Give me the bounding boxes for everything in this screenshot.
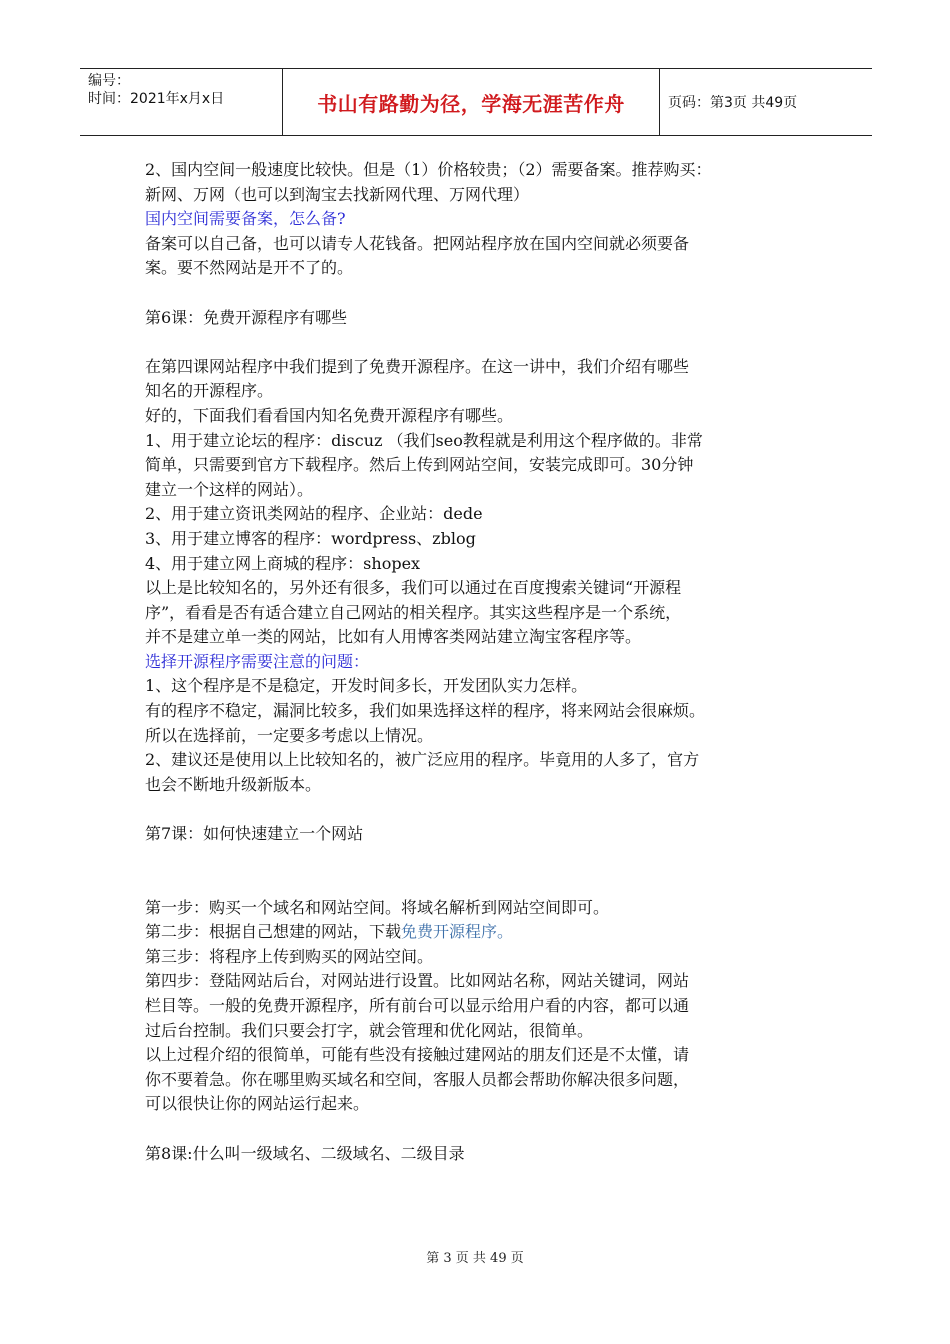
- paragraph-line: 好的，下面我们看看国内知名免费开源程序有哪些。: [145, 405, 514, 425]
- paragraph-line: 有的程序不稳定，漏洞比较多，我们如果选择这样的程序，将来网站会很麻烦。: [145, 701, 706, 721]
- question-heading: 选择开源程序需要注意的问题：: [145, 651, 370, 671]
- paragraph-line: 过后台控制。我们只要会打字，就会管理和优化网站，很简单。: [145, 1020, 594, 1040]
- paragraph-line: 备案可以自己备，也可以请专人花钱备。把网站程序放在国内空间就必须要备: [145, 233, 690, 253]
- header-page-info: 页码：第3页 共49页: [668, 95, 798, 111]
- paragraph-line: 3、用于建立博客的程序：wordpress、zblog: [145, 528, 476, 548]
- spacer: [145, 847, 810, 896]
- paragraph-line: 栏目等。一般的免费开源程序，所有前台可以显示给用户看的内容，都可以通: [145, 996, 690, 1015]
- paragraph-line: 案。要不然网站是开不了的。: [145, 258, 354, 278]
- paragraph-line: 并不是建立单一类的网站，比如有人用博客类网站建立淘宝客程序等。: [145, 627, 642, 647]
- paragraph-line: 第四步：登陆网站后台，对网站进行设置。比如网站名称，网站关键词，网站: [145, 971, 690, 991]
- paragraph-line: [145, 920, 810, 945]
- question-heading: 国内空间需要备案，怎么备?: [145, 209, 346, 229]
- paragraph-line: 第一步：购买一个域名和网站空间。将域名解析到网站空间即可。: [145, 897, 610, 917]
- open-source-program-link[interactable]: 免费开源程序: [401, 922, 498, 942]
- paragraph-line: 可以很快让你的网站运行起来。: [145, 1094, 370, 1114]
- paragraph-line: 建立一个这样的网站）。: [145, 479, 314, 499]
- document-time-label: 时间：2021年x月x日: [88, 91, 225, 107]
- paragraph-line: 2、用于建立资讯类网站的程序、企业站：dede: [145, 504, 483, 524]
- paragraph-line: 第三步：将程序上传到购买的网站空间。: [145, 946, 434, 966]
- paragraph-line: 2、国内空间一般速度比较快。但是（1）价格较贵；（2）需要备案。推荐购买：: [145, 160, 712, 179]
- paragraph-line: 所以在选择前，一定要多考虑以上情况。: [145, 725, 434, 745]
- paragraph-line: 1、这个程序是不是稳定，开发时间多长，开发团队实力怎样。: [145, 676, 588, 696]
- spacer: [145, 797, 810, 822]
- paragraph-line: 序”，看看是否有适合建立自己网站的相关程序。其实这些程序是一个系统，: [145, 602, 682, 622]
- paragraph-line: 你不要着急。你在哪里购买域名和空间，客服人员都会帮助你解决很多问题，: [145, 1069, 690, 1089]
- paragraph-line: 以上过程介绍的很简单，可能有些没有接触过建网站的朋友们还是不太懂，请: [145, 1045, 690, 1065]
- lesson-6-title: 第6课：免费开源程序有哪些: [145, 307, 348, 327]
- step-punctuation: 。: [497, 922, 514, 942]
- page-footer: 第 3 页 共 49 页: [426, 1251, 524, 1266]
- lesson-7-title: 第7课：如何快速建立一个网站: [145, 824, 364, 844]
- document-body: [145, 158, 810, 1166]
- spacer: [145, 281, 810, 306]
- paragraph-line: 也会不断地升级新版本。: [145, 774, 322, 794]
- page-header: [80, 68, 872, 136]
- paragraph-line: 在第四课网站程序中我们提到了免费开源程序。在这一讲中，我们介绍有哪些: [145, 356, 690, 376]
- step-text: 第二步：根据自己想建的网站，下载: [145, 922, 402, 942]
- paragraph-line: 以上是比较知名的，另外还有很多，我们可以通过在百度搜索关键词“开源程: [145, 578, 682, 598]
- spacer: [145, 1117, 810, 1142]
- paragraph-line: 4、用于建立网上商城的程序：shopex: [145, 553, 421, 573]
- header-motto: 书山有路勤为径，学海无涯苦作舟: [282, 69, 660, 135]
- paragraph-line: 2、建议还是使用以上比较知名的，被广泛应用的程序。毕竟用的人多了，官方: [145, 750, 700, 770]
- paragraph-line: 简单，只需要到官方下载程序。然后上传到网站空间，安装完成即可。30分钟: [145, 455, 694, 475]
- lesson-8-title: 第8课:什么叫一级域名、二级域名、二级目录: [145, 1143, 465, 1163]
- paragraph-line: 新网、万网（也可以到淘宝去找新网代理、万网代理）: [145, 184, 530, 204]
- spacer: [145, 330, 810, 355]
- header-meta: [80, 69, 282, 135]
- paragraph-line: 知名的开源程序。: [145, 381, 274, 401]
- document-number-label: 编号：: [88, 73, 130, 89]
- paragraph-line: 1、用于建立论坛的程序：discuz （我们seo教程就是利用这个程序做的。非常: [145, 430, 703, 450]
